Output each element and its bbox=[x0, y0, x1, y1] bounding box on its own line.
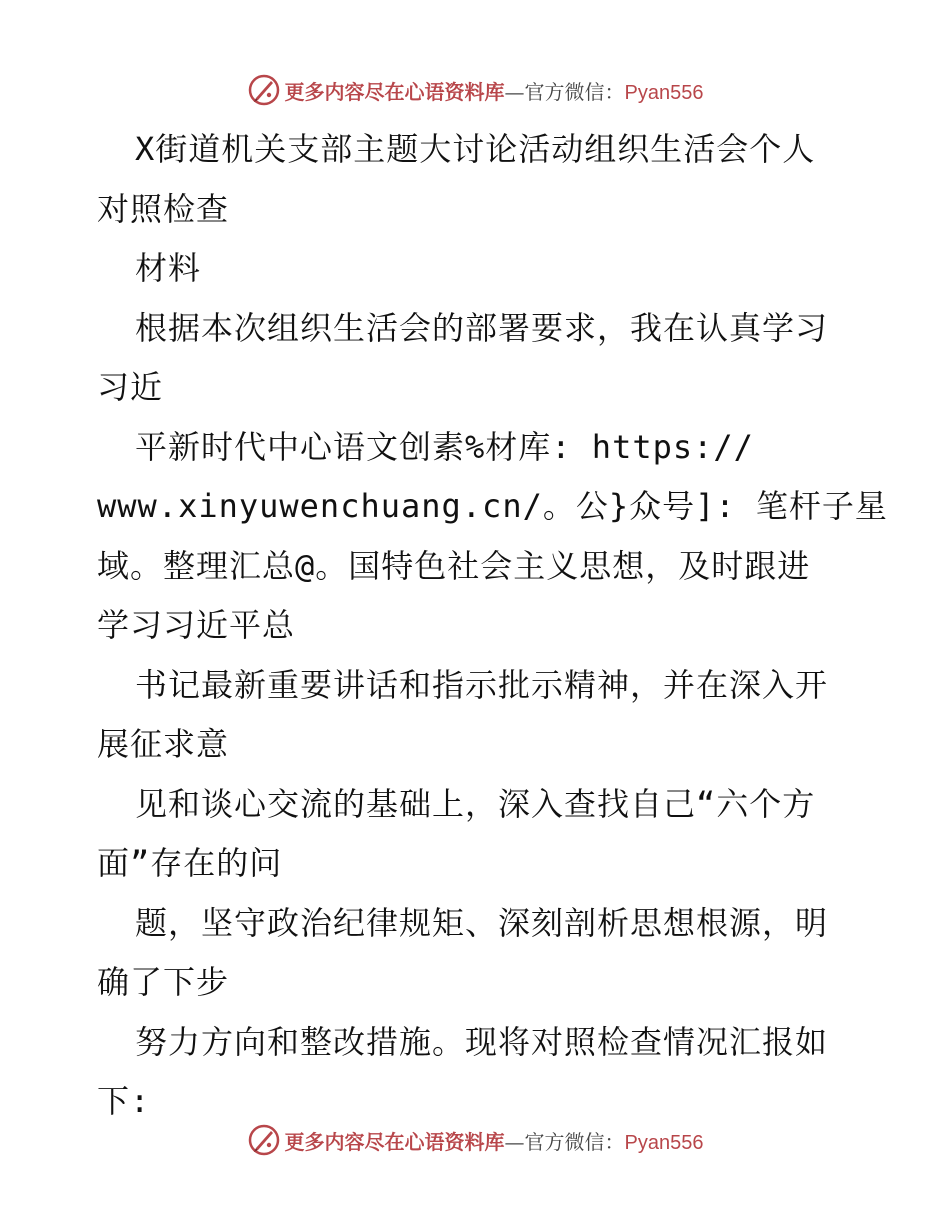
header-banner-sub: —官方微信： bbox=[504, 79, 625, 104]
body-line: 面”存在的问 bbox=[97, 844, 283, 882]
body-line: 书记最新重要讲话和指示批示精神，并在深入开 bbox=[135, 665, 829, 704]
quill-logo-icon bbox=[247, 1123, 281, 1157]
footer-banner-id: Pyan556 bbox=[624, 1131, 704, 1154]
header-banner bbox=[0, 70, 950, 110]
body-line: 下: bbox=[97, 1082, 151, 1120]
body-line: www.xinyuwenchuang.cn/。公}众号]: 笔杆子星 bbox=[97, 487, 888, 525]
body-line: 根据本次组织生活会的部署要求，我在认真学习 bbox=[135, 308, 829, 347]
footer-banner bbox=[0, 1120, 950, 1160]
header-banner-id: Pyan556 bbox=[624, 81, 704, 104]
body-line: 见和谈心交流的基础上，深入查找自己“六个方 bbox=[135, 784, 816, 823]
body-line: 学习习近平总 bbox=[97, 606, 296, 644]
title-line-3: 材料 bbox=[135, 249, 202, 287]
body-line: 平新时代中心语文创素%材库: https:// bbox=[135, 427, 754, 466]
title-line-1: X街道机关支部主题大讨论活动组织生活会个人 bbox=[135, 130, 816, 168]
body-line: 确了下步 bbox=[97, 963, 230, 1001]
footer-banner-sub: —官方微信： bbox=[504, 1129, 625, 1154]
body-line: 展征求意 bbox=[97, 725, 230, 763]
body-line: 努力方向和整改措施。现将对照检查情况汇报如 bbox=[135, 1022, 829, 1061]
body-line: 题，坚守政治纪律规矩、深刻剖析思想根源，明 bbox=[135, 903, 829, 942]
body-line: 习近 bbox=[97, 368, 164, 406]
footer-banner-main: 更多内容尽在心语资料库 bbox=[284, 1129, 505, 1154]
quill-logo-icon bbox=[247, 73, 281, 107]
document-body bbox=[97, 120, 888, 1132]
header-banner-main: 更多内容尽在心语资料库 bbox=[284, 79, 505, 104]
body-line: 域。整理汇总@。国特色社会主义思想，及时跟进 bbox=[97, 546, 811, 585]
title-line-2: 对照检查 bbox=[97, 189, 230, 228]
